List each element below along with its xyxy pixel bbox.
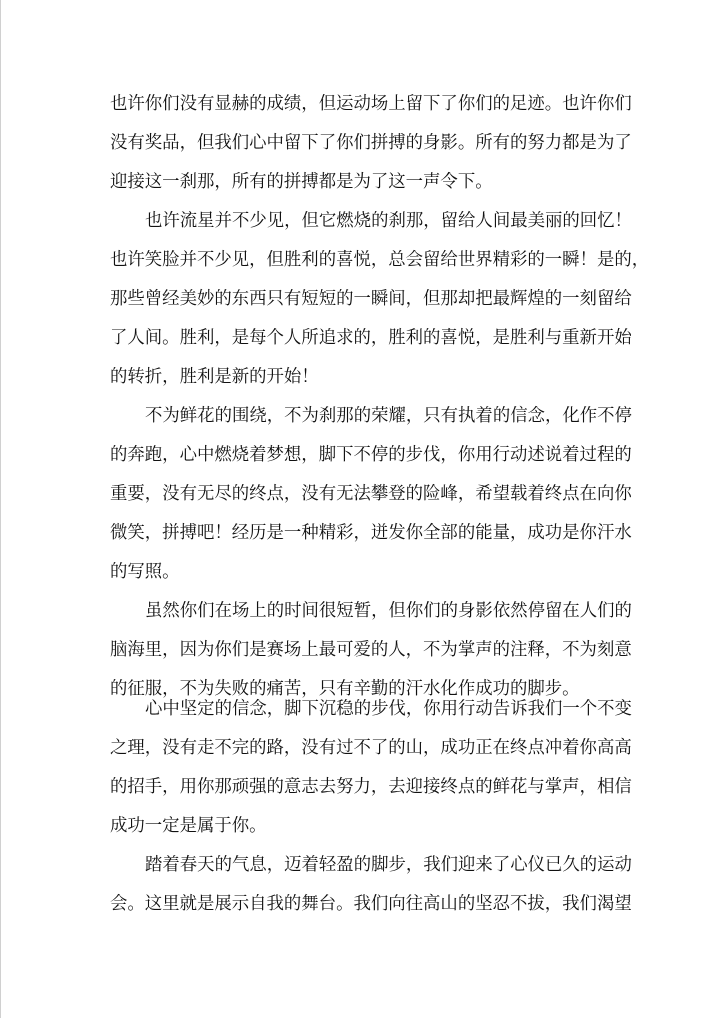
text-line: 之理，没有走不完的路，没有过不了的山，成功正在终点冲着你高高 bbox=[110, 738, 632, 758]
text-line: 成功一定是属于你。 bbox=[110, 816, 267, 836]
text-line: 的征服，不为失败的痛苦，只有辛勤的汗水化作成功的脚步。 bbox=[110, 679, 580, 699]
text-line: 脑海里，因为你们是赛场上最可爱的人，不为掌声的注释，不为刻意 bbox=[110, 640, 632, 660]
text-line: 也许笑脸并不少见，但胜利的喜悦，总会留给世界精彩的一瞬！是的， bbox=[110, 250, 650, 270]
text-line: 会。这里就是展示自我的舞台。我们向往高山的坚忍不拔，我们渴望 bbox=[110, 894, 632, 914]
text-line: 迎接这一刹那，所有的拼搏都是为了这一声令下。 bbox=[110, 172, 493, 192]
text-line: 那些曾经美妙的东西只有短短的一瞬间，但那却把最辉煌的一刻留给 bbox=[110, 289, 632, 309]
text-line: 的转折，胜利是新的开始！ bbox=[110, 367, 319, 387]
text-line: 踏着春天的气息，迈着轻盈的脚步，我们迎来了心仪已久的运动 bbox=[145, 855, 632, 875]
text-line: 了人间。胜利，是每个人所追求的，胜利的喜悦，是胜利与重新开始 bbox=[110, 328, 632, 348]
text-line: 的奔跑，心中燃烧着梦想，脚下不停的步伐，你用行动述说着过程的 bbox=[110, 445, 632, 465]
text-line: 不为鲜花的围绕，不为刹那的荣耀，只有执着的信念，化作不停 bbox=[145, 406, 632, 426]
text-line: 也许流星并不少见，但它燃烧的刹那，留给人间最美丽的回忆！ bbox=[145, 211, 632, 231]
text-line: 虽然你们在场上的时间很短暂，但你们的身影依然停留在人们的 bbox=[145, 601, 632, 621]
text-line: 心中坚定的信念，脚下沉稳的步伐，你用行动告诉我们一个不变 bbox=[145, 699, 632, 719]
text-line: 的招手，用你那顽强的意志去努力，去迎接终点的鲜花与掌声，相信 bbox=[110, 777, 632, 797]
text-line: 微笑，拼搏吧！经历是一种精彩，迸发你全部的能量，成功是你汗水 bbox=[110, 523, 632, 543]
text-line: 的写照。 bbox=[110, 562, 180, 582]
text-line: 重要，没有无尽的终点，没有无法攀登的险峰，希望载着终点在向你 bbox=[110, 484, 632, 504]
page-left-edge bbox=[0, 0, 1, 1018]
text-line: 也许你们没有显赫的成绩，但运动场上留下了你们的足迹。也许你们 bbox=[110, 94, 632, 114]
text-line: 没有奖品，但我们心中留下了你们拼搏的身影。所有的努力都是为了 bbox=[110, 133, 632, 153]
